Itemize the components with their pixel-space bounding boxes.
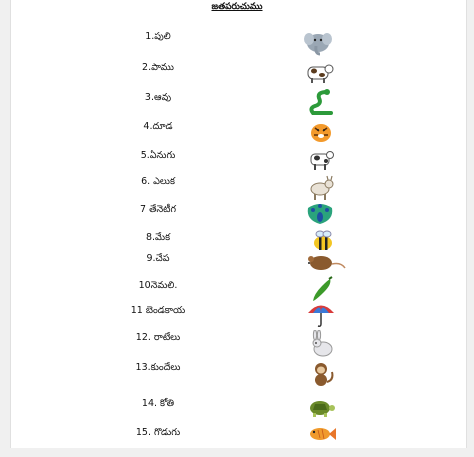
rabbit-icon <box>306 330 338 358</box>
tiger-icon <box>306 117 338 145</box>
item-label-7: 7 తేనెటీగ <box>140 204 176 215</box>
calf-icon <box>305 146 337 174</box>
snake-icon <box>305 88 337 116</box>
item-label-12: 12. రాటేలు <box>135 332 181 343</box>
item-label-8: 8.మేక <box>145 232 171 243</box>
fish-icon <box>306 420 338 448</box>
goat-icon <box>305 174 337 202</box>
worksheet-title: జతపరుచుము <box>211 2 263 12</box>
umbrella-icon <box>305 300 337 328</box>
item-label-1: 1.పులి <box>145 31 171 42</box>
item-label-3: 3.ఆవు <box>144 92 172 103</box>
item-label-14: 14. కోతి <box>141 398 175 409</box>
worksheet-page <box>10 0 467 448</box>
peacock-icon <box>304 200 336 228</box>
item-label-11: 11 బెండకాయ <box>130 305 186 316</box>
item-label-5: 5.ఏనుగు <box>140 150 176 161</box>
cow-icon <box>303 58 335 86</box>
elephant-icon <box>302 28 334 56</box>
item-label-6: 6. ఎలుక <box>141 176 175 187</box>
item-label-15: 15. గొడుగు <box>135 427 181 438</box>
tortoise-icon <box>305 392 337 420</box>
monkey-icon <box>306 360 338 388</box>
item-label-13: 13.కుందేలు <box>135 362 181 373</box>
item-label-4: 4.దూడ <box>143 121 173 132</box>
item-label-2: 2.పాము <box>142 62 174 73</box>
item-label-10: 10నెమలి. <box>138 280 178 291</box>
item-label-9: 9.చేప <box>146 253 170 264</box>
rat-icon <box>303 248 347 276</box>
bottom-margin <box>0 448 474 457</box>
